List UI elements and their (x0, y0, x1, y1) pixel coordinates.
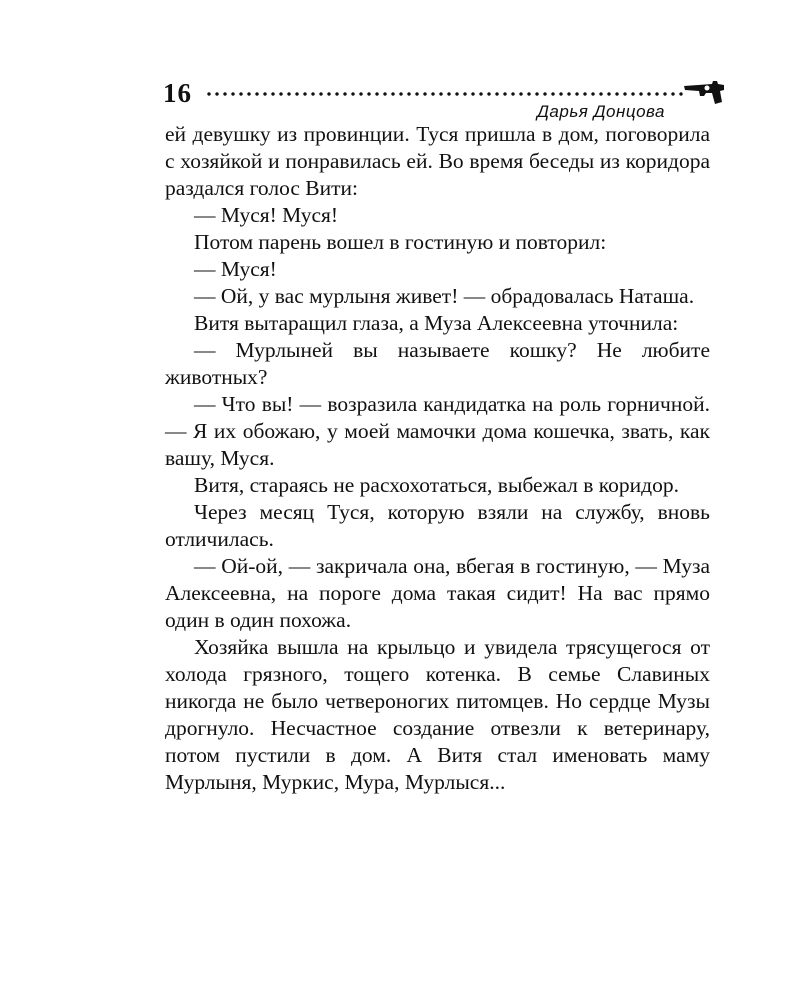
paragraph: — Ой, у вас мурлыня живет! — обрадовалась Наташа. (194, 284, 695, 308)
paragraph: Витя, стараясь не расхохотаться, выбежал в коридор. (194, 473, 679, 497)
revolver-icon (682, 78, 726, 106)
paragraph: Хозяйка вышла на крыльцо и увидела трясущегося от холода грязного, тощего котенка. В семье Славиных никогда не было четвероногих питомцев. Но сердце Музы дрогнуло. Несчастное создание отвезли к ветеринару, потом пустили в дом. А Витя стал именовать маму Мурлыня, Муркис, Мура, Мурлыся... (165, 635, 710, 794)
paragraph: — Ой-ой, — закричала она, вбегая в гостиную, — Муза Алексеевна, на пороге дома такая сидит! На вас прямо один в один похожа. (165, 554, 710, 632)
text-body (165, 121, 710, 796)
header-dotted-rule (205, 92, 685, 96)
paragraph: — Мурлыней вы называете кошку? Не любите животных? (165, 338, 710, 389)
paragraph: — Что вы! — возразила кандидатка на роль горничной. — Я их обожаю, у моей мамочки дома кошечка, звать, как вашу, Муся. (165, 392, 710, 470)
paragraph: ей девушку из провинции. Туся пришла в дом, поговорила с хозяйкой и понравилась ей. Во время беседы из коридора раздался голос Вити: (165, 122, 710, 200)
paragraph: Витя вытаращил глаза, а Муза Алексеевна уточнила: (194, 311, 679, 335)
paragraph: Потом парень вошел в гостиную и повторил: (194, 230, 607, 254)
author-name: Дарья Донцова (536, 102, 665, 121)
paragraph: — Муся! (194, 257, 277, 281)
paragraph: Через месяц Туся, которую взяли на службу, вновь отличилась. (165, 500, 710, 551)
paragraph: — Муся! Муся! (194, 203, 339, 227)
page-number: 16 (163, 78, 192, 108)
